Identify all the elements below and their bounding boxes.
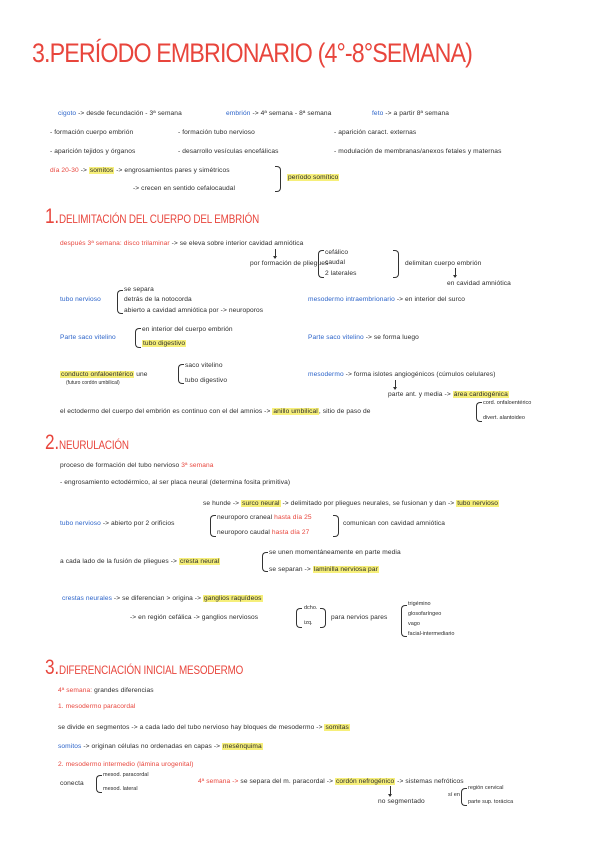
cada-line: a cada lado de la fusión de pliegues -> cresta neural [60,558,220,565]
tubo-label: tubo nervioso [60,296,101,303]
pliegue-cefalico: cefálico [325,249,349,256]
mesodermo-intermedio-heading: 2. mesodermo intermedio (lámina urogenital) [58,761,194,768]
mesod-lat-text: mesod. lateral [103,786,138,792]
neuroporo-brace-right [333,515,339,537]
cigoto-line [58,110,182,117]
trigemino-text: trigémino [408,601,431,607]
tubo-line: tubo nervioso -> abierto por 2 orificios [60,520,175,527]
cresta-brace [262,552,268,572]
down-arrow [275,249,276,258]
neuroporo-brace [210,515,216,537]
embrion-feature-5: - desarrollo vesículas encefálicas [178,148,279,155]
conecta-text: conecta [60,780,84,787]
saco2-line: Parte saco vitelino -> se forma luego [308,334,419,341]
down-arrow [395,380,396,389]
ganglios-brace [296,608,302,628]
conducto-sub: (futuro cordón umbilical) [66,380,120,386]
mesodermo-int-line: mesodermo intraembrionario -> en interior del surco [308,296,466,303]
somitos-brace [275,166,281,192]
izq-text: izq. [304,620,313,626]
saco1-brace [135,328,141,348]
ganglios-brace-right [320,608,326,628]
cord-text: cord. onfaloentérico [483,400,532,406]
mesod-para-text: mesod. paracordal [103,772,149,778]
embrion-desc: -> 4ª semana - 8ª semana [252,110,332,117]
reg-cerv-text: región cervical [468,785,504,791]
dcho-text: dcho. [304,605,318,611]
detras-text: detrás de la notocorda [124,296,192,303]
conecta-brace [96,775,102,793]
area-line: parte ant. y media -> área cardiogénica [388,391,508,398]
section-1-heading: 1.DELIMITACIÓN DEL CUERPO DEL EMBRIÓN [45,205,260,228]
proceso-line: proceso de formación del tubo nervioso 3ª semana [60,462,214,469]
parte-sup-text: parte sup. torácica [468,799,514,805]
facial-text: facial-intermediario [408,631,455,637]
tubo-dig-text: tubo digestivo [143,340,186,347]
feto-line [372,110,449,117]
hunde-line: se hunde -> surco neural -> delimitado por pliegues neurales, se fusionan y dan -> tubo nervioso [203,500,499,507]
cordon-line: 4ª semana -> se separa del m. paracordal -> cordón nefrogénico -> sistemas nefróticos [198,778,464,785]
tubo-brace [117,290,123,314]
interior-text: en interior del cuerpo embrión [142,326,233,333]
down-arrow [390,786,391,796]
cigoto-term: cigoto [58,110,77,117]
section-2-heading: 2.NEURULACIÓN [45,431,129,454]
caudal-line: neuroporo caudal hasta día 27 [217,529,310,536]
somitos-line: somitos -> originan células no ordenadas en capas -> mesénquima [58,743,262,750]
somitos-desc: -> engrosamientos pares y simétricos [116,167,230,174]
embrion-feature-3: - aparición caract. externas [334,129,417,136]
embrion-feature-4: - aparición tejidos y órganos [50,148,136,155]
unen-text: se unen momentáneamente en parte media [269,549,401,556]
cigoto-desc: -> desde fecundación - 3ª semana [78,110,182,117]
feto-desc: -> a partir 8ª semana [385,110,450,117]
divide-line: se divide en segmentos -> a cada lado del tubo nervioso hay bloques de mesodermo -> somitas [58,724,349,731]
pliegues-brace [318,250,324,278]
si-en-brace [461,788,467,806]
mesodermo-line: mesodermo -> forma islotes angiogénicos (cúmulos celulares) [308,371,496,378]
crestas-line: crestas neurales -> se diferencian > origina -> ganglios raquídeos [62,595,262,602]
cavidad-text: en cavidad amniótica [447,280,511,287]
embrion-feature-1: - formación cuerpo embrión [50,129,134,136]
ectodermo-line: el ectodermo del cuerpo del embrión es continuo con el del amnios -> anillo umbilical, sitio de paso de [60,408,371,415]
despues-line: después 3ª semana: disco trilaminar -> se eleva sobre interior cavidad amniótica [60,240,304,247]
gloso-text: glosofaríngeo [408,611,442,617]
saco-vit-text: saco vitelino [185,362,223,369]
region-line: -> en región cefálica -> ganglios nerviosos [130,614,259,621]
si-en-text: sí en [448,792,460,798]
engros-line: - engrosamiento ectodérmico, al ser placa neural (determina fosita primitiva) [60,479,291,486]
mesodermo-paracordal-heading: 1. mesodermo paracordal [58,703,136,710]
embrion-feature-6: - modulación de membranas/anexos fetales y maternas [334,148,502,155]
cuarta-line: 4ª semana: grandes diferencias [58,687,154,694]
down-arrow [455,268,456,277]
por-pliegues: por formación de pliegues [250,260,329,267]
divert-text: divert. alantoideo [483,415,525,421]
nervios-brace [401,605,407,637]
section-3-heading: 3.DIFERENCIACIÓN INICIAL MESODERMO [45,656,244,679]
delimitan-text: delimitan cuerpo embrión [405,260,482,267]
para-text: para nervios pares [331,614,388,621]
conducto-brace [178,364,184,384]
abierto-text: abierto a cavidad amniótica por -> neuroporos [124,307,264,314]
paso-brace [476,402,482,422]
saco1-label: Parte saco vitelino [60,334,116,341]
somitos-line: día 20-30 -> somitos -> engrosamientos pares y simétricos [50,167,230,174]
separa-text: se separa [124,286,154,293]
crecen-line: -> crecen en sentido cefalocaudal [133,185,236,192]
embrion-term: embrión [226,110,251,117]
feto-term: feto [372,110,384,117]
pliegue-laterales: 2 laterales [325,270,357,277]
tubo-dig2-text: tubo digestivo [185,377,228,384]
no-seg-text: no segmentado [378,798,425,805]
pliegue-caudal: caudal [325,259,346,266]
vago-text: vago [408,621,420,627]
embrion-feature-2: - formación tubo nervioso [178,129,255,136]
conducto-line: conducto onfaloentérico une [61,371,148,378]
separan-line: se separan -> laminilla nerviosa par [269,566,378,573]
page-title: 3.PERÍODO EMBRIONARIO (4°-8°SEMANA) [32,38,473,68]
craneal-line: neuroporo craneal hasta día 25 [217,514,312,521]
periodo-label: período somítico [288,174,339,181]
dia-range: día 20-30 [50,167,79,174]
somitos-term: somitos [89,167,114,174]
pliegues-brace-right [393,250,399,278]
embrion-line [226,110,331,117]
comunican-text: comunican con cavidad amniótica [343,520,446,527]
